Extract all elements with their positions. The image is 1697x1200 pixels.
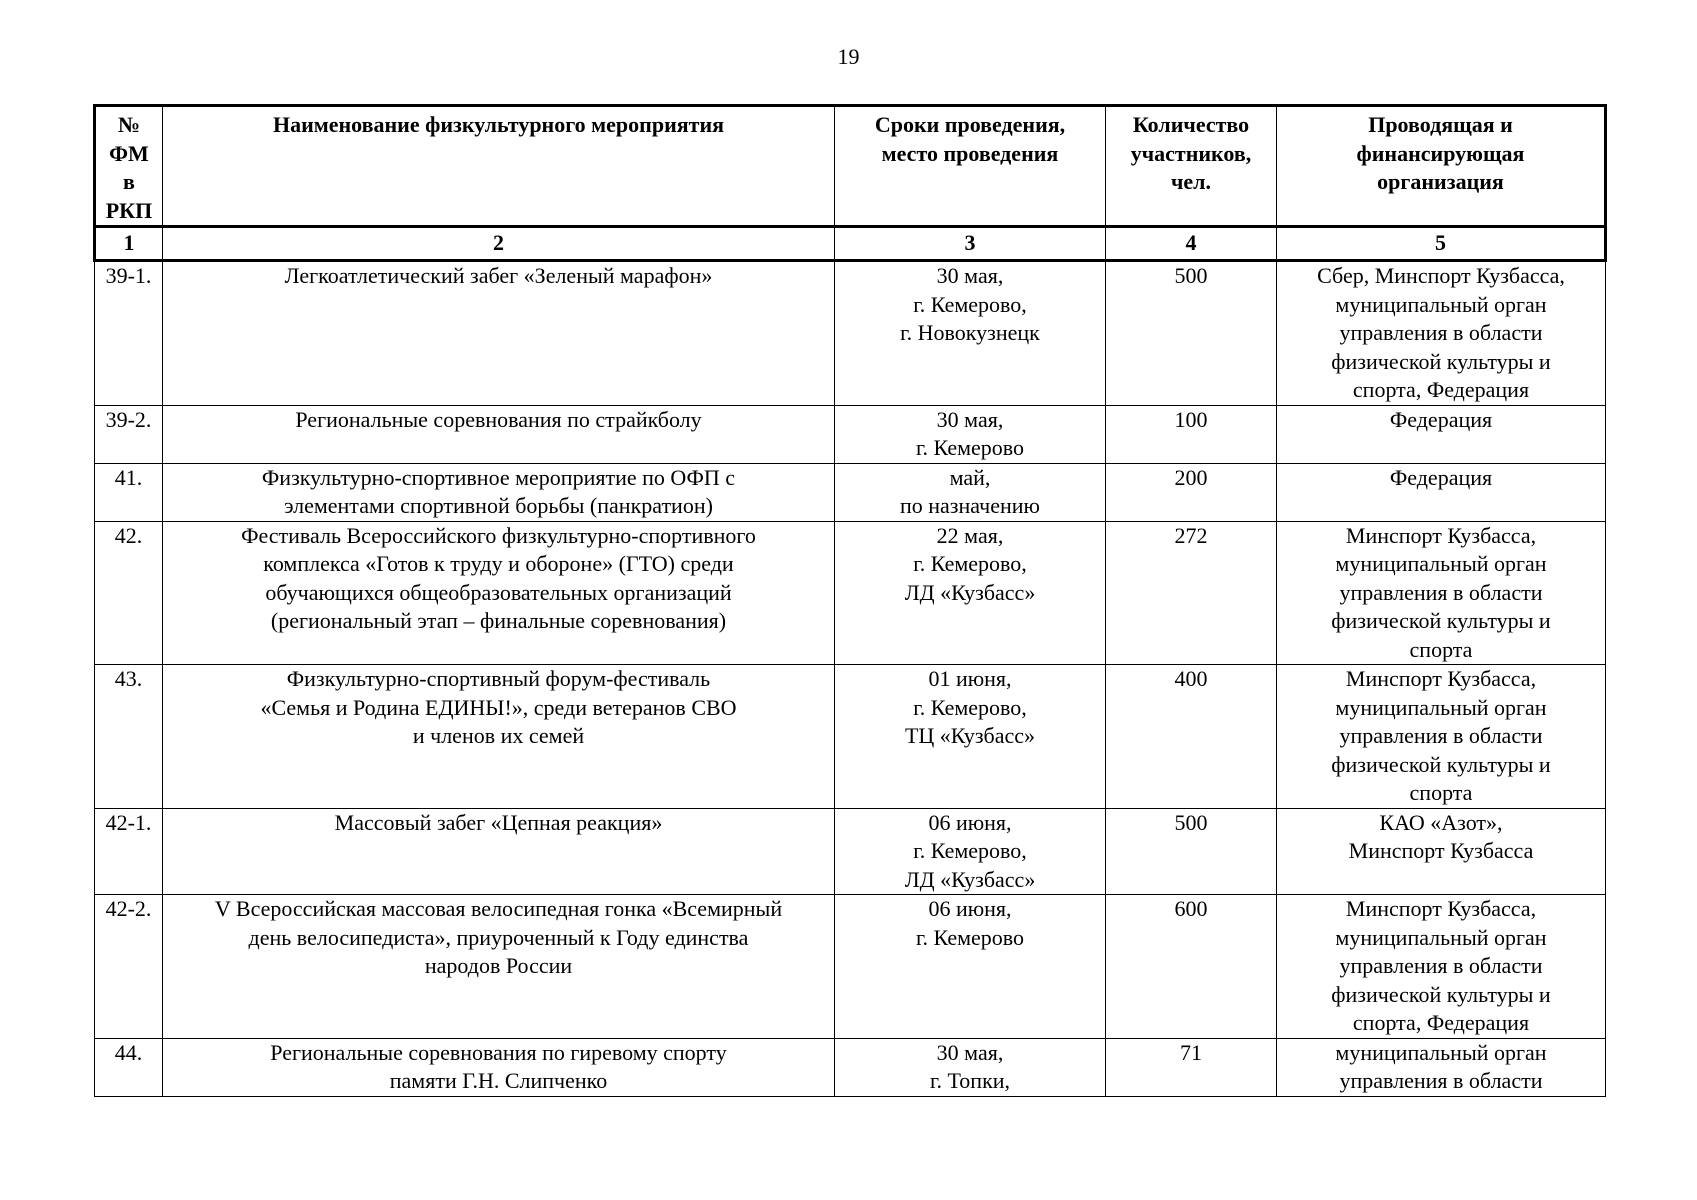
participants-cell: 100 <box>1106 405 1277 463</box>
organization-cell-line: управления в области <box>1339 953 1543 978</box>
table-row <box>95 1038 1606 1096</box>
event-dates-cell <box>835 521 1106 665</box>
event-name-cell-line: день велосипедиста», приуроченный к Году единства <box>248 924 749 950</box>
event-dates-cell-line: 01 июня, <box>928 666 1012 691</box>
participants-cell: 400 <box>1106 665 1277 809</box>
event-dates-cell-line: 06 июня, <box>928 896 1012 921</box>
event-name-cell-line: Физкультурно-спортивное мероприятие по ОФП с <box>261 464 736 490</box>
event-number-cell: 39-2. <box>95 405 163 463</box>
organization-cell-line: управления в области <box>1339 579 1543 605</box>
participants-cell: 272 <box>1106 521 1277 665</box>
organization-cell-line: КАО «Азот», <box>1379 809 1503 835</box>
event-dates-cell-line: г. Топки, <box>929 1068 1011 1093</box>
event-name-cell-line: элементами спортивной борьбы (панкратион) <box>284 493 713 518</box>
organization-cell-line: муниципальный орган <box>1335 1039 1547 1065</box>
table-row <box>95 808 1606 895</box>
organization-cell-line: управления в области <box>1339 723 1543 748</box>
table-header-row <box>95 106 1606 227</box>
event-dates-cell-line: 30 мая, <box>936 406 1004 432</box>
organization-cell-line: физической культуры и <box>1331 751 1551 777</box>
event-name-cell-line: (региональный этап – финальные соревнования) <box>270 608 727 633</box>
organization-cell <box>1277 463 1606 521</box>
event-dates-cell-line: по назначению <box>900 493 1040 518</box>
event-name-cell-line: обучающихся общеобразовательных организаций <box>265 579 732 605</box>
event-dates-cell-line: 06 июня, <box>928 809 1012 835</box>
page-number: 19 <box>837 44 860 69</box>
column-number: 3 <box>835 227 1106 261</box>
organization-cell <box>1277 521 1606 665</box>
event-name-cell-line: народов России <box>424 953 573 978</box>
participants-cell: 200 <box>1106 463 1277 521</box>
table-row <box>95 895 1606 1039</box>
organization-cell-line: спорта, Федерация <box>1352 377 1530 402</box>
header-organization: Проводящая и финансирующая организация <box>1277 106 1606 227</box>
event-number-cell: 44. <box>95 1038 163 1096</box>
table-row <box>95 665 1606 809</box>
event-name-cell <box>163 808 835 895</box>
participants-cell: 500 <box>1106 261 1277 406</box>
header-event-name: Наименование физкультурного мероприятия <box>163 106 835 227</box>
event-number-cell: 42-2. <box>95 895 163 1039</box>
event-name-cell-line: Фестиваль Всероссийского физкультурно-спортивного <box>241 522 756 548</box>
organization-cell-line: Федерация <box>1389 406 1493 432</box>
participants-cell: 500 <box>1106 808 1277 895</box>
event-number-cell: 39-1. <box>95 261 163 406</box>
events-table <box>93 104 1607 1097</box>
event-name-cell <box>163 1038 835 1096</box>
column-numbers-row <box>95 227 1606 261</box>
event-name-cell-line: комплекса «Готов к труду и обороне» (ГТО) среди <box>263 551 734 576</box>
participants-cell: 71 <box>1106 1038 1277 1096</box>
organization-cell-line: Минспорт Кузбасса, <box>1345 896 1537 921</box>
event-dates-cell <box>835 808 1106 895</box>
event-dates-cell-line: г. Кемерово, <box>913 551 1027 576</box>
organization-cell-line: спорта <box>1409 636 1473 662</box>
event-dates-cell-line: ЛД «Кузбасс» <box>904 866 1036 892</box>
organization-cell-line: физической культуры и <box>1331 348 1551 374</box>
event-number-cell: 43. <box>95 665 163 809</box>
event-dates-cell <box>835 261 1106 406</box>
event-name-cell-line: Массовый забег «Цепная реакция» <box>334 809 663 835</box>
event-dates-cell-line: 30 мая, <box>936 1039 1004 1065</box>
organization-cell <box>1277 808 1606 895</box>
event-dates-cell-line: г. Кемерово, <box>913 694 1027 720</box>
column-number: 4 <box>1106 227 1277 261</box>
organization-cell-line: управления в области <box>1339 1068 1543 1093</box>
event-name-cell-line: Легкоатлетический забег «Зеленый марафон» <box>284 263 713 288</box>
organization-cell <box>1277 405 1606 463</box>
table-body <box>95 261 1606 1097</box>
event-dates-cell <box>835 665 1106 809</box>
participants-cell: 600 <box>1106 895 1277 1039</box>
event-dates-cell-line: май, <box>949 464 991 490</box>
organization-cell-line: физической культуры и <box>1331 608 1551 633</box>
organization-cell-line: Федерация <box>1389 464 1493 490</box>
event-name-cell <box>163 405 835 463</box>
organization-cell-line: спорта <box>1409 780 1473 805</box>
event-number-cell: 42-1. <box>95 808 163 895</box>
event-name-cell-line: и членов их семей <box>412 723 585 748</box>
event-dates-cell <box>835 405 1106 463</box>
organization-cell-line: Минспорт Кузбасса, <box>1345 522 1537 548</box>
event-name-cell-line: Региональные соревнования по страйкболу <box>295 406 702 432</box>
event-dates-cell <box>835 1038 1106 1096</box>
event-name-cell-line: памяти Г.Н. Слипченко <box>389 1068 608 1093</box>
organization-cell-line: Минспорт Кузбасса, <box>1345 666 1537 691</box>
event-name-cell-line: V Всероссийская массовая велосипедная гонка «Всемирный <box>214 896 783 921</box>
event-dates-cell-line: 30 мая, <box>936 263 1004 288</box>
column-number: 5 <box>1277 227 1606 261</box>
organization-cell-line: муниципальный орган <box>1335 291 1547 317</box>
organization-cell-line: муниципальный орган <box>1335 924 1547 950</box>
organization-cell-line: Сбер, Минспорт Кузбасса, <box>1317 263 1565 288</box>
event-dates-cell-line: г. Кемерово, <box>913 838 1027 863</box>
event-dates-cell-line: г. Кемерово, <box>913 291 1027 317</box>
event-dates-cell-line: г. Кемерово <box>915 924 1025 950</box>
header-dates-place: Сроки проведения, место проведения <box>835 106 1106 227</box>
organization-cell-line: управления в области <box>1339 320 1543 345</box>
event-number-cell: 41. <box>95 463 163 521</box>
event-dates-cell-line: г. Кемерово <box>915 435 1025 460</box>
organization-cell-line: Минспорт Кузбасса <box>1348 838 1534 863</box>
table-row <box>95 521 1606 665</box>
organization-cell <box>1277 261 1606 406</box>
header-event-number: № ФМ в РКП <box>95 106 163 227</box>
organization-cell <box>1277 895 1606 1039</box>
organization-cell <box>1277 665 1606 809</box>
table-row <box>95 463 1606 521</box>
table-row <box>95 261 1606 406</box>
event-dates-cell-line: ЛД «Кузбасс» <box>904 579 1036 605</box>
event-dates-cell-line: г. Новокузнецк <box>900 320 1040 345</box>
organization-cell-line: муниципальный орган <box>1335 551 1547 576</box>
organization-cell-line: физической культуры и <box>1331 981 1551 1007</box>
event-dates-cell-line: ТЦ «Кузбасс» <box>904 723 1036 748</box>
event-name-cell <box>163 895 835 1039</box>
column-number: 1 <box>95 227 163 261</box>
column-number: 2 <box>163 227 835 261</box>
event-name-cell <box>163 521 835 665</box>
event-name-cell <box>163 261 835 406</box>
event-name-cell-line: Физкультурно-спортивный форум-фестиваль <box>286 666 711 691</box>
event-dates-cell <box>835 895 1106 1039</box>
event-dates-cell-line: 22 мая, <box>936 522 1004 548</box>
event-dates-cell <box>835 463 1106 521</box>
event-number-cell: 42. <box>95 521 163 665</box>
event-name-cell <box>163 463 835 521</box>
table-row <box>95 405 1606 463</box>
organization-cell-line: муниципальный орган <box>1335 694 1547 720</box>
event-name-cell-line: Региональные соревнования по гиревому спорту <box>270 1039 727 1065</box>
header-participants: Количество участников, чел. <box>1106 106 1277 227</box>
organization-cell <box>1277 1038 1606 1096</box>
event-name-cell-line: «Семья и Родина ЕДИНЫ!», среди ветеранов СВО <box>260 694 737 720</box>
organization-cell-line: спорта, Федерация <box>1352 1010 1530 1035</box>
event-name-cell <box>163 665 835 809</box>
